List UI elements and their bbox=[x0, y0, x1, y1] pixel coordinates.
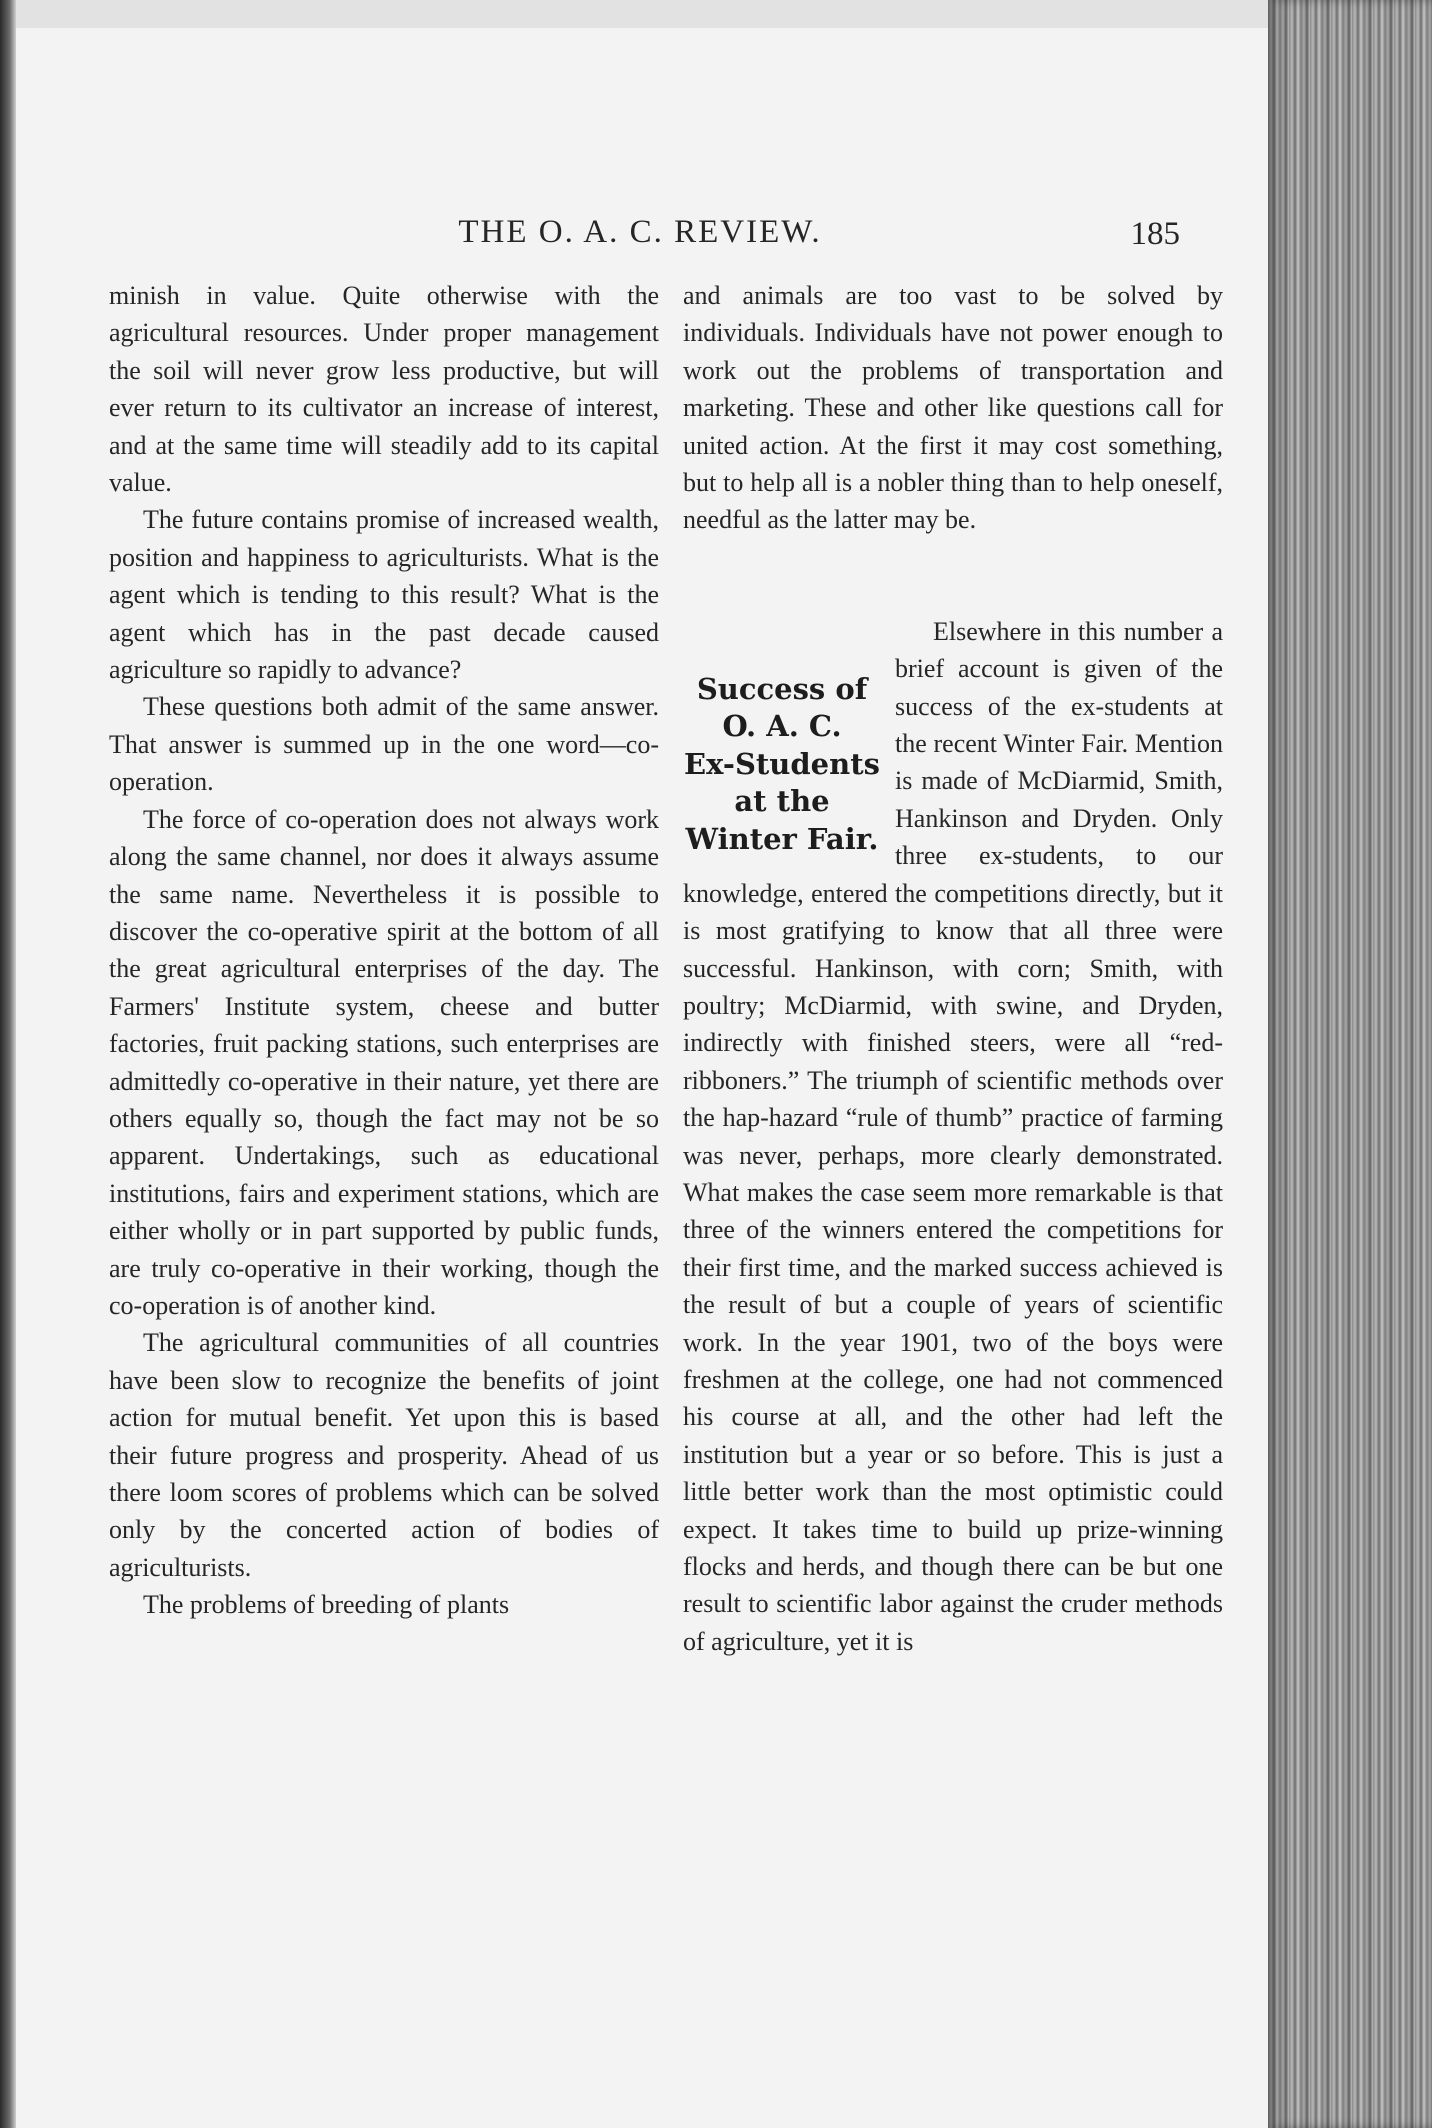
right-column bbox=[683, 277, 1223, 1660]
heading-line: Ex-Students bbox=[684, 746, 880, 781]
section-break bbox=[683, 539, 1223, 613]
paragraph: These questions both admit of the same answer. That answer is summed up in the one word—co-operation. bbox=[109, 692, 659, 797]
paragraph: The agricultural communities of all countries have been slow to recognize the benefits of joint action for mutual benefit. Yet upon this is based their future progress and prosperity. Ahead of us there loom scores of problems which can be solved only by the concerted action of bodies of agriculturists. bbox=[109, 1328, 659, 1582]
page-number: 185 bbox=[1130, 216, 1180, 252]
book-spine-shadow bbox=[0, 0, 16, 2128]
left-column bbox=[109, 277, 659, 1624]
paragraph: Elsewhere in this number a brief account is given of the success of the ex-students at the recent Winter Fair. Mention is made of McDiarmid, Smith, Hankinson and Dryden. Only three ex-students, to our knowledge, entered the competitions directly, but it is most gratifying to know that all three were successful. Hankinson, with corn; Smith, with poultry; McDiarmid, with swine, and Dryden, indirectly with finished steers, were all “red-ribboners.” The triumph of scientific methods over the hap-hazard “rule of thumb” practice of farming was never, perhaps, more clearly demonstrated. What makes the case seem more remarkable is that three of the winners entered the competitions for their first time, and the marked success achieved is the result of but a couple of years of scientific work. In the year 1901, two of the boys were freshmen at the college, one had not commenced his course at all, and the other had left the institution but a year or so before. This is just a little better work than the most optimistic could expect. It takes time to build up prize-winning flocks and herds, and though there can be but one result to scientific labor against the cruder methods of agriculture, yet it is bbox=[683, 616, 1223, 1656]
heading-line: at the bbox=[734, 784, 830, 819]
running-head bbox=[100, 214, 1180, 254]
section-heading bbox=[683, 671, 881, 859]
journal-title: THE O. A. C. REVIEW. bbox=[458, 214, 822, 250]
paragraph: minish in value. Quite otherwise with the agricultural resources. Under proper management the soil will never grow less productive, but will ever return to its cultivator an increase of interest, and at the same time will steadily add to its capital value. bbox=[109, 281, 659, 498]
page-edges-stack bbox=[1268, 0, 1432, 2128]
heading-line: Winter Fair. bbox=[685, 821, 879, 856]
paragraph: The problems of breeding of plants bbox=[143, 1590, 510, 1620]
paragraph: The future contains promise of increased wealth, position and happiness to agriculturists. What is the agent which is tending to this result? What is the agent which has in the past decade caused agriculture so rapidly to advance? bbox=[109, 505, 659, 685]
paragraph: and animals are too vast to be solved by individuals. Individuals have not power enough to work out the problems of transportation and marketing. These and other like questions call for united action. At the first it may cost something, but to help all is a nobler thing than to help oneself, needful as the latter may be. bbox=[683, 281, 1223, 535]
heading-line: Success of bbox=[696, 671, 868, 706]
paragraph: The force of co-operation does not always work along the same channel, nor does it always assume the same name. Nevertheless it is possible to discover the co-operative spirit at the bottom of all the great agricultural enterprises of the day. The Farmers' Institute system, cheese and butter factories, fruit packing stations, such enterprises are admittedly co-operative in their nature, yet there are others equally so, though the fact may not be so apparent. Undertakings, such as educational institutions, fairs and experiment stations, which are either wholly or in part supported by public funds, are truly co-operative in their working, though the co-operation is of another kind. bbox=[109, 804, 659, 1320]
heading-line: O. A. C. bbox=[722, 709, 842, 744]
